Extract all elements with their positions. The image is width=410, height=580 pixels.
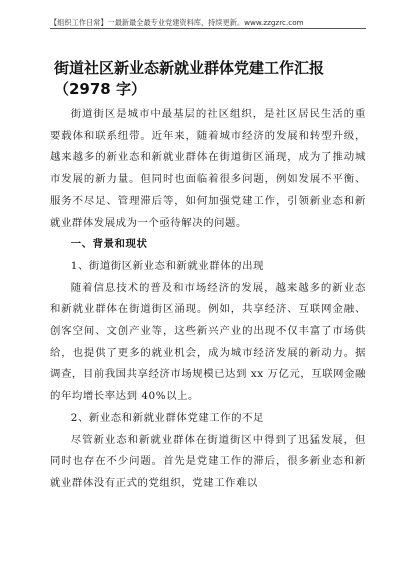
document-body — [50, 104, 366, 495]
paragraph-emergence: 随着信息技术的普及和市场经济的发展，越来越多的新业态和新就业群体在街道街区涌现。例如，共享经济、互联网金融、创客空间、文创产业等，这些新兴产业的出现不仅丰富了市场供给，也提供了更多的就业机会，成为城市经济发展的新动力。据调查，目前我国共享经济市场规模已达到 xx 万亿元，互联网金融的年均增长率达到 40%以上。 — [50, 281, 366, 403]
subheading-shortcomings: 2、新业态和新就业群体党建工作的不足 — [70, 411, 264, 424]
title-line-wordcount: （2978 字） — [54, 80, 146, 98]
title-line-main: 街道社区新业态新就业群体党建工作汇报 — [54, 59, 325, 77]
page-header: 【组织工作日常】一最新最全最专业党建资料库，持续更新。www.zzgzrc.com — [50, 17, 366, 29]
document-title — [54, 58, 368, 100]
subheading-emergence: 1、街道街区新业态和新就业群体的出现 — [70, 259, 264, 272]
paragraph-shortcomings: 尽管新业态和新就业群体在街道街区中得到了迅猛发展，但同时也存在不少问题。首先是党建工作的滞后，很多新业态和新就业群体没有正式的党组织，党建工作难以 — [50, 433, 366, 489]
section-heading-background: 一、背景和现状 — [70, 238, 148, 251]
intro-paragraph: 街道街区是城市中最基层的社区组织，是社区居民生活的重要载体和联系纽带。近年来，随着城市经济的发展和转型升级，越来越多的新业态和新就业群体在街道街区涌现，成为了推动城市发展的新力量。但同时也面临着很多问题，例如发展不平衡、服务不尽足、管理滞后等，如何加强党建工作，引领新业态和新就业群体发展成为一个亟待解决的问题。 — [50, 108, 366, 229]
